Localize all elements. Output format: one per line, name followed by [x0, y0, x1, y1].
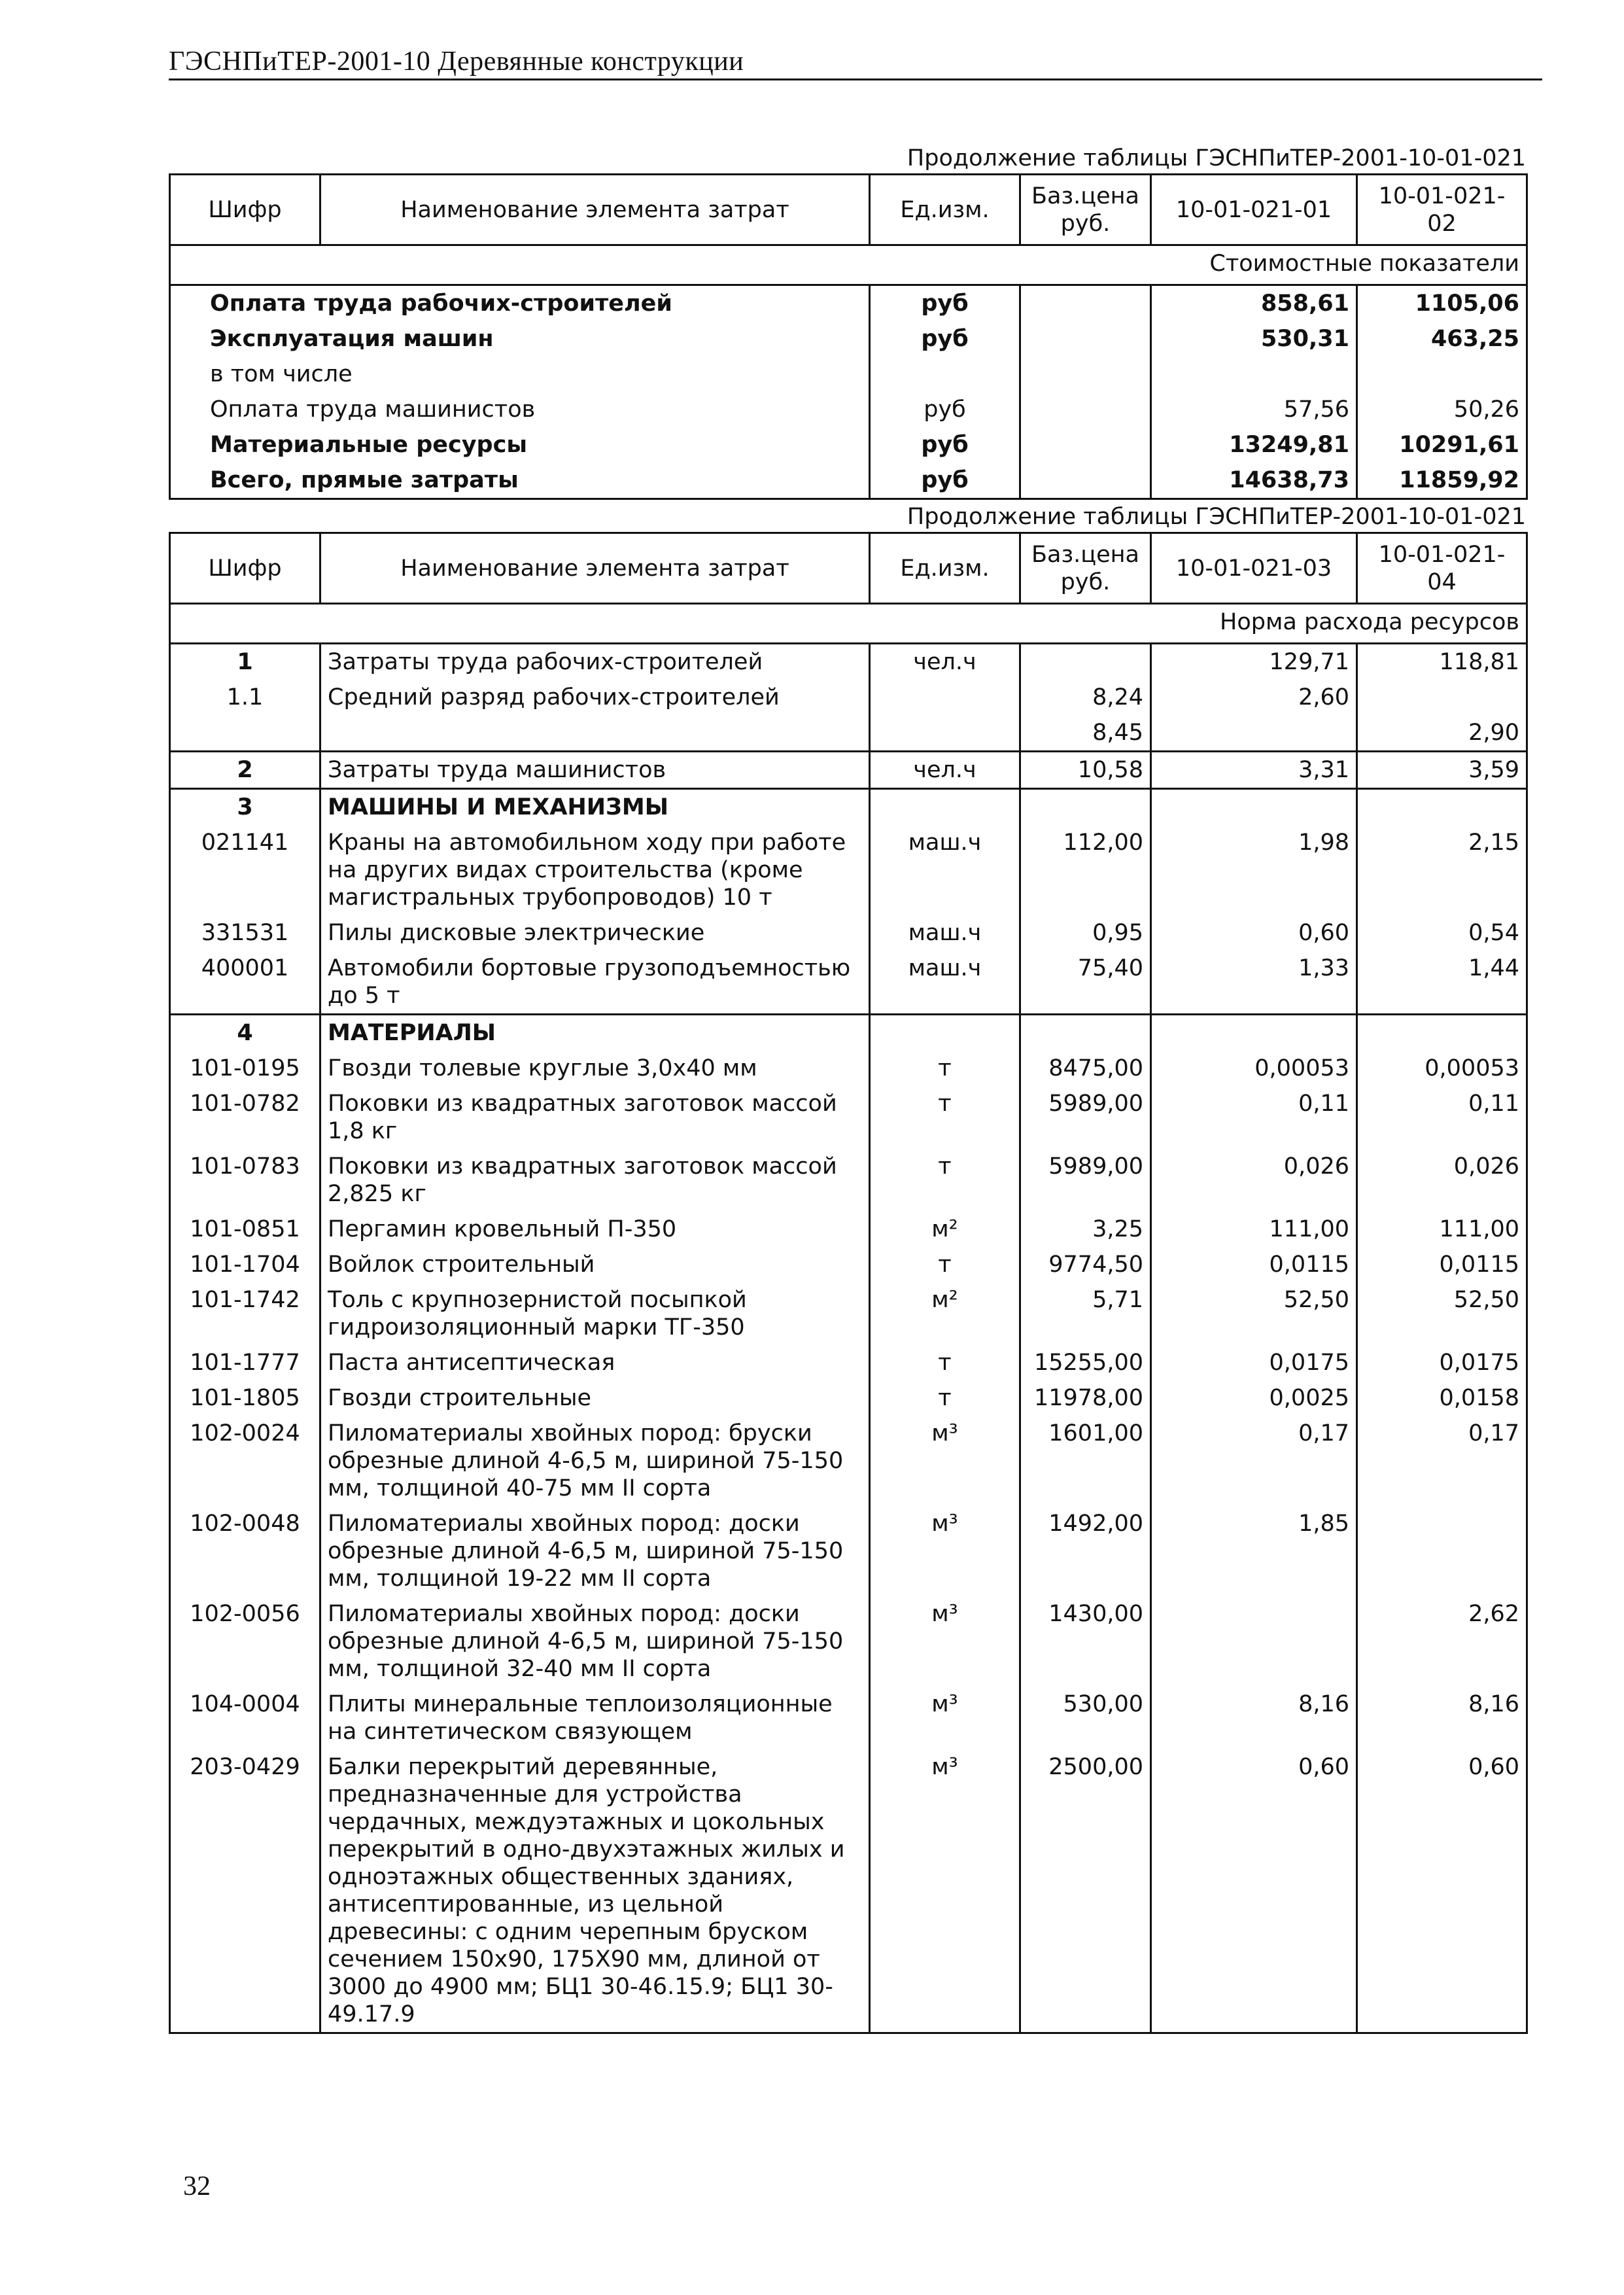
row-price: 5,71: [1020, 1282, 1151, 1345]
row-unit: [870, 1015, 1020, 1051]
row-name: Пергамин кровельный П-350: [320, 1212, 870, 1247]
table-row: [170, 1380, 1527, 1416]
row-value-1: 2,60: [1151, 680, 1357, 715]
row-price: 3,25: [1020, 1212, 1151, 1247]
row-value-1: 129,71: [1151, 644, 1357, 680]
table-row: [170, 715, 1527, 752]
row-code: 3: [170, 789, 320, 826]
table-row: [170, 392, 1527, 427]
row-name: Средний разряд рабочих-строителей: [320, 680, 870, 715]
table-row: [170, 789, 1527, 826]
row-value-1: 1,85: [1151, 1506, 1357, 1596]
col-v1: 10-01-021-03: [1151, 533, 1357, 604]
row-unit: м³: [870, 1596, 1020, 1687]
row-name: Пиломатериалы хвойных пород: бруски обрезные длиной 4-6,5 м, шириной 75-150 мм, толщиной 40-75 мм II сорта: [320, 1416, 870, 1506]
table-row: [170, 825, 1527, 915]
row-price: 530,00: [1020, 1687, 1151, 1749]
row-value-1: 13249,81: [1151, 427, 1357, 463]
row-unit: т: [870, 1345, 1020, 1380]
row-unit: [870, 680, 1020, 715]
table-row: [170, 951, 1527, 1015]
row-unit: м³: [870, 1416, 1020, 1506]
col-v2: 10-01-021-04: [1357, 533, 1527, 604]
row-price: 11978,00: [1020, 1380, 1151, 1416]
table-row: [170, 1247, 1527, 1282]
row-unit: т: [870, 1051, 1020, 1086]
table-row: [170, 1015, 1527, 1051]
row-price: 112,00: [1020, 825, 1151, 915]
row-code: 400001: [170, 951, 320, 1015]
row-code: 1.1: [170, 680, 320, 715]
col-code: Шифр: [170, 533, 320, 604]
row-price: [1020, 357, 1151, 392]
row-value-2: 111,00: [1357, 1212, 1527, 1247]
row-price: 0,95: [1020, 915, 1151, 951]
row-name: в том числе: [170, 357, 870, 392]
row-value-1: 0,0115: [1151, 1247, 1357, 1282]
row-value-2: 50,26: [1357, 392, 1527, 427]
row-unit: чел.ч: [870, 644, 1020, 680]
row-value-2: 2,62: [1357, 1596, 1527, 1687]
row-name: Автомобили бортовые грузоподъемностью до 5 т: [320, 951, 870, 1015]
row-price: 1430,00: [1020, 1596, 1151, 1687]
resource-table: [169, 532, 1528, 2034]
row-value-2: [1357, 1015, 1527, 1051]
row-value-2: 0,11: [1357, 1086, 1527, 1149]
row-code: [170, 715, 320, 752]
col-code: Шифр: [170, 175, 320, 245]
row-code: 101-0851: [170, 1212, 320, 1247]
row-value-1: [1151, 1015, 1357, 1051]
table-row: [170, 644, 1527, 680]
row-code: 101-1704: [170, 1247, 320, 1282]
row-value-1: 0,0025: [1151, 1380, 1357, 1416]
row-unit: м³: [870, 1749, 1020, 2033]
row-value-2: 0,0175: [1357, 1345, 1527, 1380]
row-code: 102-0056: [170, 1596, 320, 1687]
row-code: 021141: [170, 825, 320, 915]
row-unit: м²: [870, 1212, 1020, 1247]
row-name: Войлок строительный: [320, 1247, 870, 1282]
row-value-1: 1,33: [1151, 951, 1357, 1015]
cost-table: [169, 173, 1528, 500]
row-name: Оплата труда машинистов: [170, 392, 870, 427]
row-unit: маш.ч: [870, 951, 1020, 1015]
row-unit: [870, 357, 1020, 392]
row-code: 101-1777: [170, 1345, 320, 1380]
page-number: 32: [183, 2171, 211, 2201]
row-unit: т: [870, 1380, 1020, 1416]
row-unit: маш.ч: [870, 915, 1020, 951]
row-name: Всего, прямые затраты: [170, 463, 870, 499]
row-name: МАТЕРИАЛЫ: [320, 1015, 870, 1051]
row-code: 101-0195: [170, 1051, 320, 1086]
table-row: [170, 1345, 1527, 1380]
row-value-1: 14638,73: [1151, 463, 1357, 499]
table2-caption: Продолжение таблицы ГЭСНПиТЕР-2001-10-01-021: [907, 504, 1526, 530]
row-value-2: 52,50: [1357, 1282, 1527, 1345]
row-unit: руб: [870, 285, 1020, 322]
row-value-1: 0,00053: [1151, 1051, 1357, 1086]
row-unit: т: [870, 1149, 1020, 1212]
table-row: [170, 1596, 1527, 1687]
row-value-1: [1151, 357, 1357, 392]
row-value-2: 1105,06: [1357, 285, 1527, 322]
row-value-1: 111,00: [1151, 1212, 1357, 1247]
row-value-2: [1357, 789, 1527, 826]
row-name: Поковки из квадратных заготовок массой 1,8 кг: [320, 1086, 870, 1149]
row-price: [1020, 789, 1151, 826]
table-row: [170, 1051, 1527, 1086]
row-code: 101-0783: [170, 1149, 320, 1212]
row-price: [1020, 427, 1151, 463]
col-unit: Ед.изм.: [870, 533, 1020, 604]
row-price: 1601,00: [1020, 1416, 1151, 1506]
row-code: 101-1805: [170, 1380, 320, 1416]
col-unit: Ед.изм.: [870, 175, 1020, 245]
row-name: Затраты труда рабочих-строителей: [320, 644, 870, 680]
row-unit: руб: [870, 321, 1020, 357]
row-name: Эксплуатация машин: [170, 321, 870, 357]
row-price: 15255,00: [1020, 1345, 1151, 1380]
row-value-2: [1357, 357, 1527, 392]
table-row: [170, 1086, 1527, 1149]
row-value-2: [1357, 680, 1527, 715]
row-value-1: 530,31: [1151, 321, 1357, 357]
table-row: [170, 1212, 1527, 1247]
row-value-1: 57,56: [1151, 392, 1357, 427]
table-row: [170, 1416, 1527, 1506]
row-code: 102-0024: [170, 1416, 320, 1506]
row-price: [1020, 285, 1151, 322]
table-row: [170, 1149, 1527, 1212]
section-label: Стоимостные показатели: [170, 245, 1527, 285]
row-value-2: 0,0115: [1357, 1247, 1527, 1282]
row-name: Пиломатериалы хвойных пород: доски обрезные длиной 4-6,5 м, шириной 75-150 мм, толщиной 32-40 мм II сорта: [320, 1596, 870, 1687]
row-value-2: 118,81: [1357, 644, 1527, 680]
table-row: [170, 915, 1527, 951]
row-value-1: 3,31: [1151, 752, 1357, 789]
row-price: 2500,00: [1020, 1749, 1151, 2033]
table-row: [170, 427, 1527, 463]
row-unit: [870, 789, 1020, 826]
row-unit: м³: [870, 1687, 1020, 1749]
table-row: [170, 752, 1527, 789]
row-value-1: [1151, 715, 1357, 752]
row-name: Пилы дисковые электрические: [320, 915, 870, 951]
row-value-2: 0,026: [1357, 1149, 1527, 1212]
row-price: 5989,00: [1020, 1149, 1151, 1212]
row-unit: т: [870, 1247, 1020, 1282]
page-header: ГЭСНПиТЕР-2001-10 Деревянные конструкции: [169, 46, 744, 77]
col-v2: 10-01-021-02: [1357, 175, 1527, 245]
table-row: [170, 1506, 1527, 1596]
row-value-2: 3,59: [1357, 752, 1527, 789]
row-name: Материальные ресурсы: [170, 427, 870, 463]
row-name: МАШИНЫ И МЕХАНИЗМЫ: [320, 789, 870, 826]
section-label: Норма расхода ресурсов: [170, 604, 1527, 644]
row-value-1: 0,11: [1151, 1086, 1357, 1149]
table-row: [170, 1687, 1527, 1749]
row-name: Гвозди толевые круглые 3,0х40 мм: [320, 1051, 870, 1086]
table-row: [170, 680, 1527, 715]
row-value-2: 2,90: [1357, 715, 1527, 752]
row-value-1: 52,50: [1151, 1282, 1357, 1345]
row-value-2: 0,60: [1357, 1749, 1527, 2033]
row-price: [1020, 392, 1151, 427]
row-value-1: [1151, 789, 1357, 826]
row-price: 8,45: [1020, 715, 1151, 752]
table-row: [170, 285, 1527, 322]
row-unit: чел.ч: [870, 752, 1020, 789]
col-price: Баз.цена руб.: [1020, 175, 1151, 245]
row-name: Пиломатериалы хвойных пород: доски обрезные длиной 4-6,5 м, шириной 75-150 мм, толщиной 19-22 мм II сорта: [320, 1506, 870, 1596]
row-price: [1020, 463, 1151, 499]
row-code: 101-1742: [170, 1282, 320, 1345]
row-name: Толь с крупнозернистой посыпкой гидроизоляционный марки ТГ-350: [320, 1282, 870, 1345]
row-code: 104-0004: [170, 1687, 320, 1749]
row-price: 8,24: [1020, 680, 1151, 715]
table-row: [170, 321, 1527, 357]
table1-caption: Продолжение таблицы ГЭСНПиТЕР-2001-10-01-021: [907, 145, 1526, 171]
row-value-2: 0,17: [1357, 1416, 1527, 1506]
row-value-1: 0,026: [1151, 1149, 1357, 1212]
row-unit: руб: [870, 392, 1020, 427]
row-value-2: 2,15: [1357, 825, 1527, 915]
row-price: 10,58: [1020, 752, 1151, 789]
row-value-2: 0,00053: [1357, 1051, 1527, 1086]
header-rule: [169, 79, 1542, 80]
table-row: [170, 1749, 1527, 2033]
row-value-2: [1357, 1506, 1527, 1596]
row-unit: руб: [870, 427, 1020, 463]
row-code: 2: [170, 752, 320, 789]
row-value-1: 858,61: [1151, 285, 1357, 322]
row-unit: маш.ч: [870, 825, 1020, 915]
row-price: 75,40: [1020, 951, 1151, 1015]
row-unit: руб: [870, 463, 1020, 499]
row-name: Плиты минеральные теплоизоляционные на синтетическом связующем: [320, 1687, 870, 1749]
row-code: 101-0782: [170, 1086, 320, 1149]
row-name: Оплата труда рабочих-строителей: [170, 285, 870, 322]
row-value-2: 0,54: [1357, 915, 1527, 951]
row-price: 9774,50: [1020, 1247, 1151, 1282]
row-name: Балки перекрытий деревянные, предназначенные для устройства чердачных, междуэтажных и цокольных перекрытий в одно-двухэтажных жилых и одноэтажных общественных зданиях, антисептированные, из цельной древесины: с одним черепным бруском сечением 150х90, 175Х90 мм, длиной от 3000 до 4900 мм; БЦ1 30-46.15.9; БЦ1 30-49.17.9: [320, 1749, 870, 2033]
row-price: 5989,00: [1020, 1086, 1151, 1149]
col-v1: 10-01-021-01: [1151, 175, 1357, 245]
row-value-2: 10291,61: [1357, 427, 1527, 463]
row-price: [1020, 644, 1151, 680]
row-price: 1492,00: [1020, 1506, 1151, 1596]
row-value-1: [1151, 1596, 1357, 1687]
row-code: 4: [170, 1015, 320, 1051]
row-unit: т: [870, 1086, 1020, 1149]
row-name: Поковки из квадратных заготовок массой 2,825 кг: [320, 1149, 870, 1212]
row-value-1: 0,60: [1151, 1749, 1357, 2033]
row-code: 203-0429: [170, 1749, 320, 2033]
col-price: Баз.цена руб.: [1020, 533, 1151, 604]
row-code: 1: [170, 644, 320, 680]
row-value-2: 8,16: [1357, 1687, 1527, 1749]
col-name: Наименование элемента затрат: [320, 533, 870, 604]
col-name: Наименование элемента затрат: [320, 175, 870, 245]
row-value-2: 11859,92: [1357, 463, 1527, 499]
row-value-1: 8,16: [1151, 1687, 1357, 1749]
row-value-2: 463,25: [1357, 321, 1527, 357]
row-value-1: 0,17: [1151, 1416, 1357, 1506]
row-unit: м³: [870, 1506, 1020, 1596]
row-value-2: 1,44: [1357, 951, 1527, 1015]
table-row: [170, 357, 1527, 392]
row-name: Краны на автомобильном ходу при работе на других видах строительства (кроме магистральных трубопроводов) 10 т: [320, 825, 870, 915]
row-name: Паста антисептическая: [320, 1345, 870, 1380]
row-value-1: 0,60: [1151, 915, 1357, 951]
row-name: [320, 715, 870, 752]
table-row: [170, 1282, 1527, 1345]
row-code: 102-0048: [170, 1506, 320, 1596]
row-price: 8475,00: [1020, 1051, 1151, 1086]
row-price: [1020, 1015, 1151, 1051]
row-code: 331531: [170, 915, 320, 951]
row-name: Гвозди строительные: [320, 1380, 870, 1416]
row-name: Затраты труда машинистов: [320, 752, 870, 789]
row-value-2: 0,0158: [1357, 1380, 1527, 1416]
row-price: [1020, 321, 1151, 357]
row-value-1: 1,98: [1151, 825, 1357, 915]
table-row: [170, 463, 1527, 499]
row-value-1: 0,0175: [1151, 1345, 1357, 1380]
row-unit: [870, 715, 1020, 752]
row-unit: м²: [870, 1282, 1020, 1345]
